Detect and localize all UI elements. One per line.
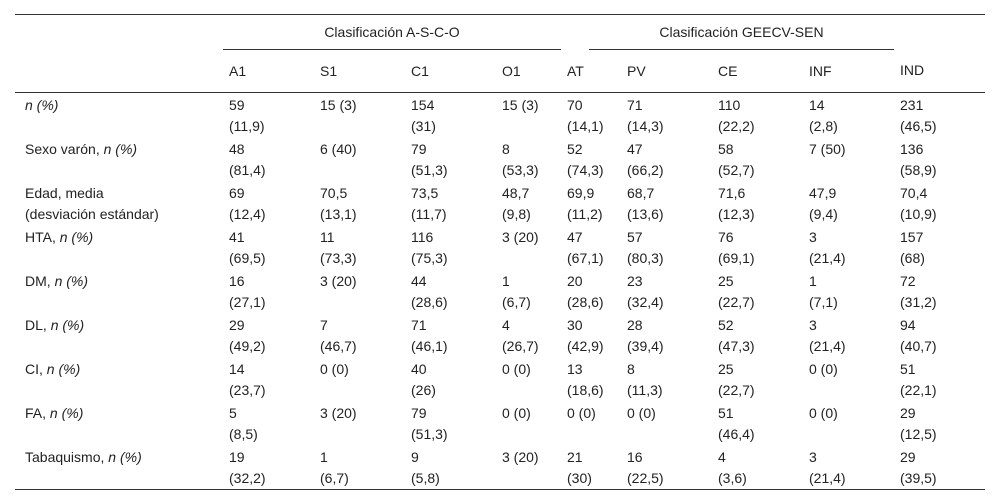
table-cell-a1 [223, 401, 314, 445]
cell-value: 29 [900, 449, 916, 465]
cell-value: 1 [320, 449, 328, 465]
cell-value: 8 [627, 361, 635, 377]
column-header-o1: O1 [496, 50, 561, 93]
cell-percent: (46,1) [411, 338, 448, 354]
table-cell-ce [712, 93, 803, 138]
cell-value: 41 [229, 229, 245, 245]
table-cell-c1 [405, 137, 496, 181]
table-cell-a1 [223, 225, 314, 269]
cell-value: 116 [411, 229, 434, 245]
cell-value: 51 [900, 361, 916, 377]
table-cell-s1 [314, 93, 405, 138]
column-header-pv: PV [621, 50, 712, 93]
cell-percent: (69,5) [229, 250, 266, 266]
table-cell-a1 [223, 357, 314, 401]
table-cell-c1 [405, 181, 496, 225]
table-cell-s1 [314, 137, 405, 181]
cell-value: 94 [900, 317, 916, 333]
cell-percent: (9,4) [809, 206, 838, 222]
table-cell-at [561, 357, 621, 401]
table-cell-o1 [496, 93, 561, 138]
row-label [15, 269, 223, 313]
row-label-unit: n (%) [46, 361, 81, 377]
cell-value: 29 [229, 317, 245, 333]
cell-value: 52 [567, 141, 583, 157]
table-cell-inf [803, 401, 894, 445]
table-cell-at [561, 225, 621, 269]
cell-percent: (31,2) [900, 294, 937, 310]
table-cell-ind [894, 181, 985, 225]
table-cell-at [561, 313, 621, 357]
table-cell-pv [621, 269, 712, 313]
cell-value: 20 [567, 273, 583, 289]
cell-value: 71 [411, 317, 427, 333]
table-cell-ind [894, 445, 985, 490]
table-cell-ce [712, 269, 803, 313]
cell-value: 70 [567, 97, 583, 113]
cell-percent: (32,2) [229, 470, 266, 486]
cell-value: 23 [627, 273, 643, 289]
table-cell-ce [712, 225, 803, 269]
cell-percent: (39,4) [627, 338, 664, 354]
cell-value: 40 [411, 361, 427, 377]
table-row [15, 445, 985, 490]
cell-value: 15 (3) [502, 97, 539, 113]
cell-value: 59 [229, 97, 245, 113]
cell-value: 72 [900, 273, 916, 289]
cell-percent: (11,2) [567, 206, 603, 222]
cell-value: 1 [502, 273, 510, 289]
cell-value: 15 (3) [320, 97, 357, 113]
cell-value: 154 [411, 97, 435, 113]
cell-percent: (13,6) [627, 206, 664, 222]
row-label [15, 225, 223, 269]
cell-percent: (9,8) [502, 206, 531, 222]
table-cell-a1 [223, 181, 314, 225]
cell-value: 7 (50) [809, 141, 846, 157]
table-cell-s1 [314, 269, 405, 313]
table-cell-pv [621, 313, 712, 357]
cell-percent: (40,7) [900, 338, 937, 354]
table-row [15, 93, 985, 138]
cell-value: 16 [229, 273, 245, 289]
cell-value: 6 (40) [320, 141, 357, 157]
column-header-s1: S1 [314, 50, 405, 93]
cell-value: 58 [718, 141, 734, 157]
cell-value: 8 [502, 141, 510, 157]
table-cell-o1 [496, 225, 561, 269]
table-row [15, 313, 985, 357]
row-label-unit: n (%) [108, 449, 142, 465]
table-cell-o1 [496, 357, 561, 401]
cell-percent: (27,1) [229, 294, 266, 310]
cell-value: 3 (20) [320, 405, 357, 421]
table-cell-ind [894, 269, 985, 313]
row-label-unit: n (%) [50, 317, 85, 333]
cell-percent: (47,3) [718, 338, 755, 354]
table-cell-s1 [314, 357, 405, 401]
cell-value: 110 [718, 97, 741, 113]
cell-value: 0 (0) [809, 405, 838, 421]
cell-value: 3 (20) [502, 449, 539, 465]
table-cell-c1 [405, 357, 496, 401]
cell-value: 0 (0) [502, 405, 531, 421]
cell-percent: (3,6) [718, 470, 747, 486]
column-header-a1: A1 [223, 50, 314, 93]
cell-percent: (69,1) [718, 250, 755, 266]
table-cell-inf [803, 357, 894, 401]
cell-value: 48 [229, 141, 245, 157]
cell-percent: (12,5) [900, 426, 937, 442]
cell-percent: (21,4) [809, 250, 846, 266]
cell-value: 69,9 [567, 185, 595, 201]
corner-cell-2 [15, 50, 223, 93]
cell-percent: (46,5) [900, 118, 937, 134]
cell-value: 57 [627, 229, 643, 245]
cell-percent: (74,3) [567, 162, 604, 178]
group-gap [561, 15, 589, 50]
cell-percent: (67,1) [567, 250, 604, 266]
table-row [15, 401, 985, 445]
table-cell-o1 [496, 181, 561, 225]
cell-percent: (11,9) [229, 118, 265, 134]
row-label [15, 93, 223, 138]
cell-percent: (23,7) [229, 382, 266, 398]
cell-value: 76 [718, 229, 734, 245]
cell-percent: (81,4) [229, 162, 266, 178]
table-cell-at [561, 269, 621, 313]
table-cell-s1 [314, 313, 405, 357]
cell-percent: (52,7) [718, 162, 755, 178]
cell-percent: (10,9) [900, 206, 937, 222]
row-label-line2: (desviación estándar) [25, 206, 159, 222]
group-header-row [15, 15, 985, 50]
cell-value: 48,7 [502, 185, 530, 201]
table-cell-ind [894, 401, 985, 445]
cell-percent: (26,7) [502, 338, 539, 354]
cell-value: 5 [229, 405, 237, 421]
table-cell-s1 [314, 445, 405, 490]
cell-percent: (46,7) [320, 338, 357, 354]
corner-cell [15, 15, 223, 50]
cell-percent: (18,6) [567, 382, 604, 398]
row-label [15, 181, 223, 225]
row-label [15, 445, 223, 490]
row-label-text: Sexo varón, [25, 141, 104, 157]
table-cell-ind [894, 225, 985, 269]
cell-value: 52 [718, 317, 734, 333]
cell-value: 30 [567, 317, 583, 333]
table-cell-at [561, 181, 621, 225]
cell-value: 136 [900, 141, 924, 157]
table-cell-ind [894, 137, 985, 181]
cell-value: 9 [411, 449, 419, 465]
table-row [15, 137, 985, 181]
table-cell-ce [712, 445, 803, 490]
cell-percent: (66,2) [627, 162, 664, 178]
cell-percent: (75,3) [411, 250, 448, 266]
cell-value: 14 [809, 97, 825, 113]
cell-value: 21 [567, 449, 583, 465]
cell-percent: (49,2) [229, 338, 266, 354]
cell-value: 0 (0) [320, 361, 349, 377]
cell-value: 29 [900, 405, 916, 421]
cell-percent: (14,3) [627, 118, 664, 134]
cell-percent: (68) [900, 250, 925, 266]
cell-value: 3 [809, 229, 817, 245]
table-cell-s1 [314, 401, 405, 445]
cell-value: 28 [627, 317, 643, 333]
cell-percent: (22,5) [627, 470, 664, 486]
data-table [15, 14, 985, 490]
cell-value: 13 [567, 361, 583, 377]
row-label-text: Tabaquismo, [25, 449, 109, 465]
table-cell-a1 [223, 269, 314, 313]
cell-percent: (21,4) [809, 470, 846, 486]
cell-percent: (30) [567, 470, 592, 486]
cell-value: 71 [627, 97, 643, 113]
table-row [15, 225, 985, 269]
row-label [15, 401, 223, 445]
cell-percent: (31) [411, 118, 436, 134]
table-cell-pv [621, 137, 712, 181]
cell-value: 47,9 [809, 185, 837, 201]
column-header-c1: C1 [405, 50, 496, 93]
column-header-row [15, 50, 985, 93]
cell-value: 7 [320, 317, 328, 333]
column-header-inf: INF [803, 50, 894, 93]
cell-percent: (12,3) [718, 206, 755, 222]
cell-percent: (22,2) [718, 118, 755, 134]
cell-percent: (51,3) [411, 426, 448, 442]
cell-percent: (7,1) [809, 294, 838, 310]
table-cell-inf [803, 93, 894, 138]
cell-percent: (51,3) [411, 162, 448, 178]
table-cell-pv [621, 225, 712, 269]
row-label-unit: n (%) [103, 141, 138, 157]
row-label-text: DM, [25, 273, 55, 289]
cell-percent: (22,1) [900, 382, 937, 398]
table-cell-ind [894, 93, 985, 138]
cell-value: 71,6 [718, 185, 746, 201]
cell-percent: (28,6) [411, 294, 448, 310]
table-cell-a1 [223, 445, 314, 490]
cell-value: 231 [900, 97, 924, 113]
cell-percent: (13,1) [320, 206, 357, 222]
group-header-geecv: Clasificación GEECV-SEN [589, 15, 894, 50]
cell-percent: (12,4) [229, 206, 266, 222]
table-cell-o1 [496, 401, 561, 445]
cell-value: 3 (20) [502, 229, 539, 245]
table-row [15, 269, 985, 313]
row-label-text: Edad, media [25, 185, 104, 201]
cell-value: 68,7 [627, 185, 655, 201]
cell-value: 0 (0) [502, 361, 531, 377]
table-cell-c1 [405, 269, 496, 313]
table-cell-pv [621, 181, 712, 225]
row-label-unit: n (%) [59, 229, 94, 245]
cell-value: 47 [567, 229, 583, 245]
cell-percent: (42,9) [567, 338, 604, 354]
cell-value: 69 [229, 185, 245, 201]
table-cell-pv [621, 401, 712, 445]
table-cell-at [561, 401, 621, 445]
cell-value: 25 [718, 273, 734, 289]
row-label [15, 137, 223, 181]
cell-value: 11 [320, 229, 335, 245]
table-cell-at [561, 445, 621, 490]
table-cell-s1 [314, 181, 405, 225]
cell-percent: (5,8) [411, 470, 440, 486]
cell-value: 3 [809, 449, 817, 465]
table-cell-ind [894, 313, 985, 357]
cell-percent: (22,7) [718, 382, 755, 398]
cell-percent: (80,3) [627, 250, 664, 266]
table-cell-c1 [405, 225, 496, 269]
cell-percent: (26) [411, 382, 436, 398]
cell-value: 14 [229, 361, 245, 377]
row-label-text: CI, [25, 361, 47, 377]
table-cell-ce [712, 357, 803, 401]
cell-value: 19 [229, 449, 245, 465]
cell-value: 70,5 [320, 185, 348, 201]
cell-value: 44 [411, 273, 427, 289]
table-cell-c1 [405, 313, 496, 357]
cell-percent: (39,5) [900, 470, 937, 486]
cell-value: 3 [809, 317, 817, 333]
table-cell-at [561, 137, 621, 181]
cell-percent: (21,4) [809, 338, 846, 354]
table-cell-o1 [496, 445, 561, 490]
table-cell-pv [621, 445, 712, 490]
table-cell-inf [803, 225, 894, 269]
table-cell-inf [803, 445, 894, 490]
table-cell-a1 [223, 93, 314, 138]
table-body [15, 93, 985, 490]
cell-percent: (6,7) [502, 294, 531, 310]
cell-value: 16 [627, 449, 643, 465]
row-label-text: DL, [25, 317, 51, 333]
table-cell-o1 [496, 313, 561, 357]
row-label-unit: n (%) [25, 97, 59, 113]
table-cell-c1 [405, 445, 496, 490]
table-cell-a1 [223, 313, 314, 357]
table-row [15, 357, 985, 401]
cell-percent: (53,3) [502, 162, 539, 178]
row-label-text: HTA, [25, 229, 60, 245]
cell-percent: (8,5) [229, 426, 258, 442]
column-header-ind: IND [894, 50, 985, 93]
cell-value: 0 (0) [627, 405, 656, 421]
cell-percent: (14,1) [567, 118, 604, 134]
cell-percent: (11,3) [627, 382, 663, 398]
table-cell-inf [803, 313, 894, 357]
cell-value: 51 [718, 405, 734, 421]
table-cell-ind [894, 357, 985, 401]
table-cell-o1 [496, 137, 561, 181]
cell-percent: (22,7) [718, 294, 755, 310]
cell-percent: (58,9) [900, 162, 937, 178]
table-cell-inf [803, 137, 894, 181]
cell-value: 70,4 [900, 185, 928, 201]
cell-percent: (28,6) [567, 294, 604, 310]
cell-percent: (6,7) [320, 470, 349, 486]
row-label-text: FA, [25, 405, 50, 421]
cell-value: 25 [718, 361, 734, 377]
table-cell-inf [803, 181, 894, 225]
cell-value: 1 [809, 273, 817, 289]
table-cell-at [561, 93, 621, 138]
cell-percent: (32,4) [627, 294, 664, 310]
cell-value: 79 [411, 141, 427, 157]
table-cell-pv [621, 93, 712, 138]
table-cell-ce [712, 137, 803, 181]
table-cell-ce [712, 401, 803, 445]
cell-percent: (2,8) [809, 118, 838, 134]
cell-value: 4 [718, 449, 726, 465]
cell-value: 0 (0) [567, 405, 596, 421]
table-row [15, 181, 985, 225]
table-cell-s1 [314, 225, 405, 269]
table-cell-ce [712, 181, 803, 225]
table-cell-ce [712, 313, 803, 357]
table-cell-o1 [496, 269, 561, 313]
cell-value: 157 [900, 229, 924, 245]
row-label-unit: n (%) [54, 273, 89, 289]
cell-value: 3 (20) [320, 273, 357, 289]
cell-percent: (73,3) [320, 250, 357, 266]
table-cell-c1 [405, 93, 496, 138]
cell-value: 4 [502, 317, 510, 333]
table-cell-c1 [405, 401, 496, 445]
cell-value: 79 [411, 405, 427, 421]
table-cell-pv [621, 357, 712, 401]
row-label [15, 357, 223, 401]
cell-value: 73,5 [411, 185, 439, 201]
table-cell-a1 [223, 137, 314, 181]
column-header-at: AT [561, 50, 621, 93]
cell-percent: (11,7) [411, 206, 447, 222]
row-label-unit: n (%) [49, 405, 84, 421]
cell-value: 47 [627, 141, 643, 157]
table-cell-inf [803, 269, 894, 313]
cell-percent: (46,4) [718, 426, 755, 442]
row-label [15, 313, 223, 357]
column-header-ce: CE [712, 50, 803, 93]
cell-value: 0 (0) [809, 361, 838, 377]
group-header-asco: Clasificación A-S-C-O [223, 15, 561, 50]
